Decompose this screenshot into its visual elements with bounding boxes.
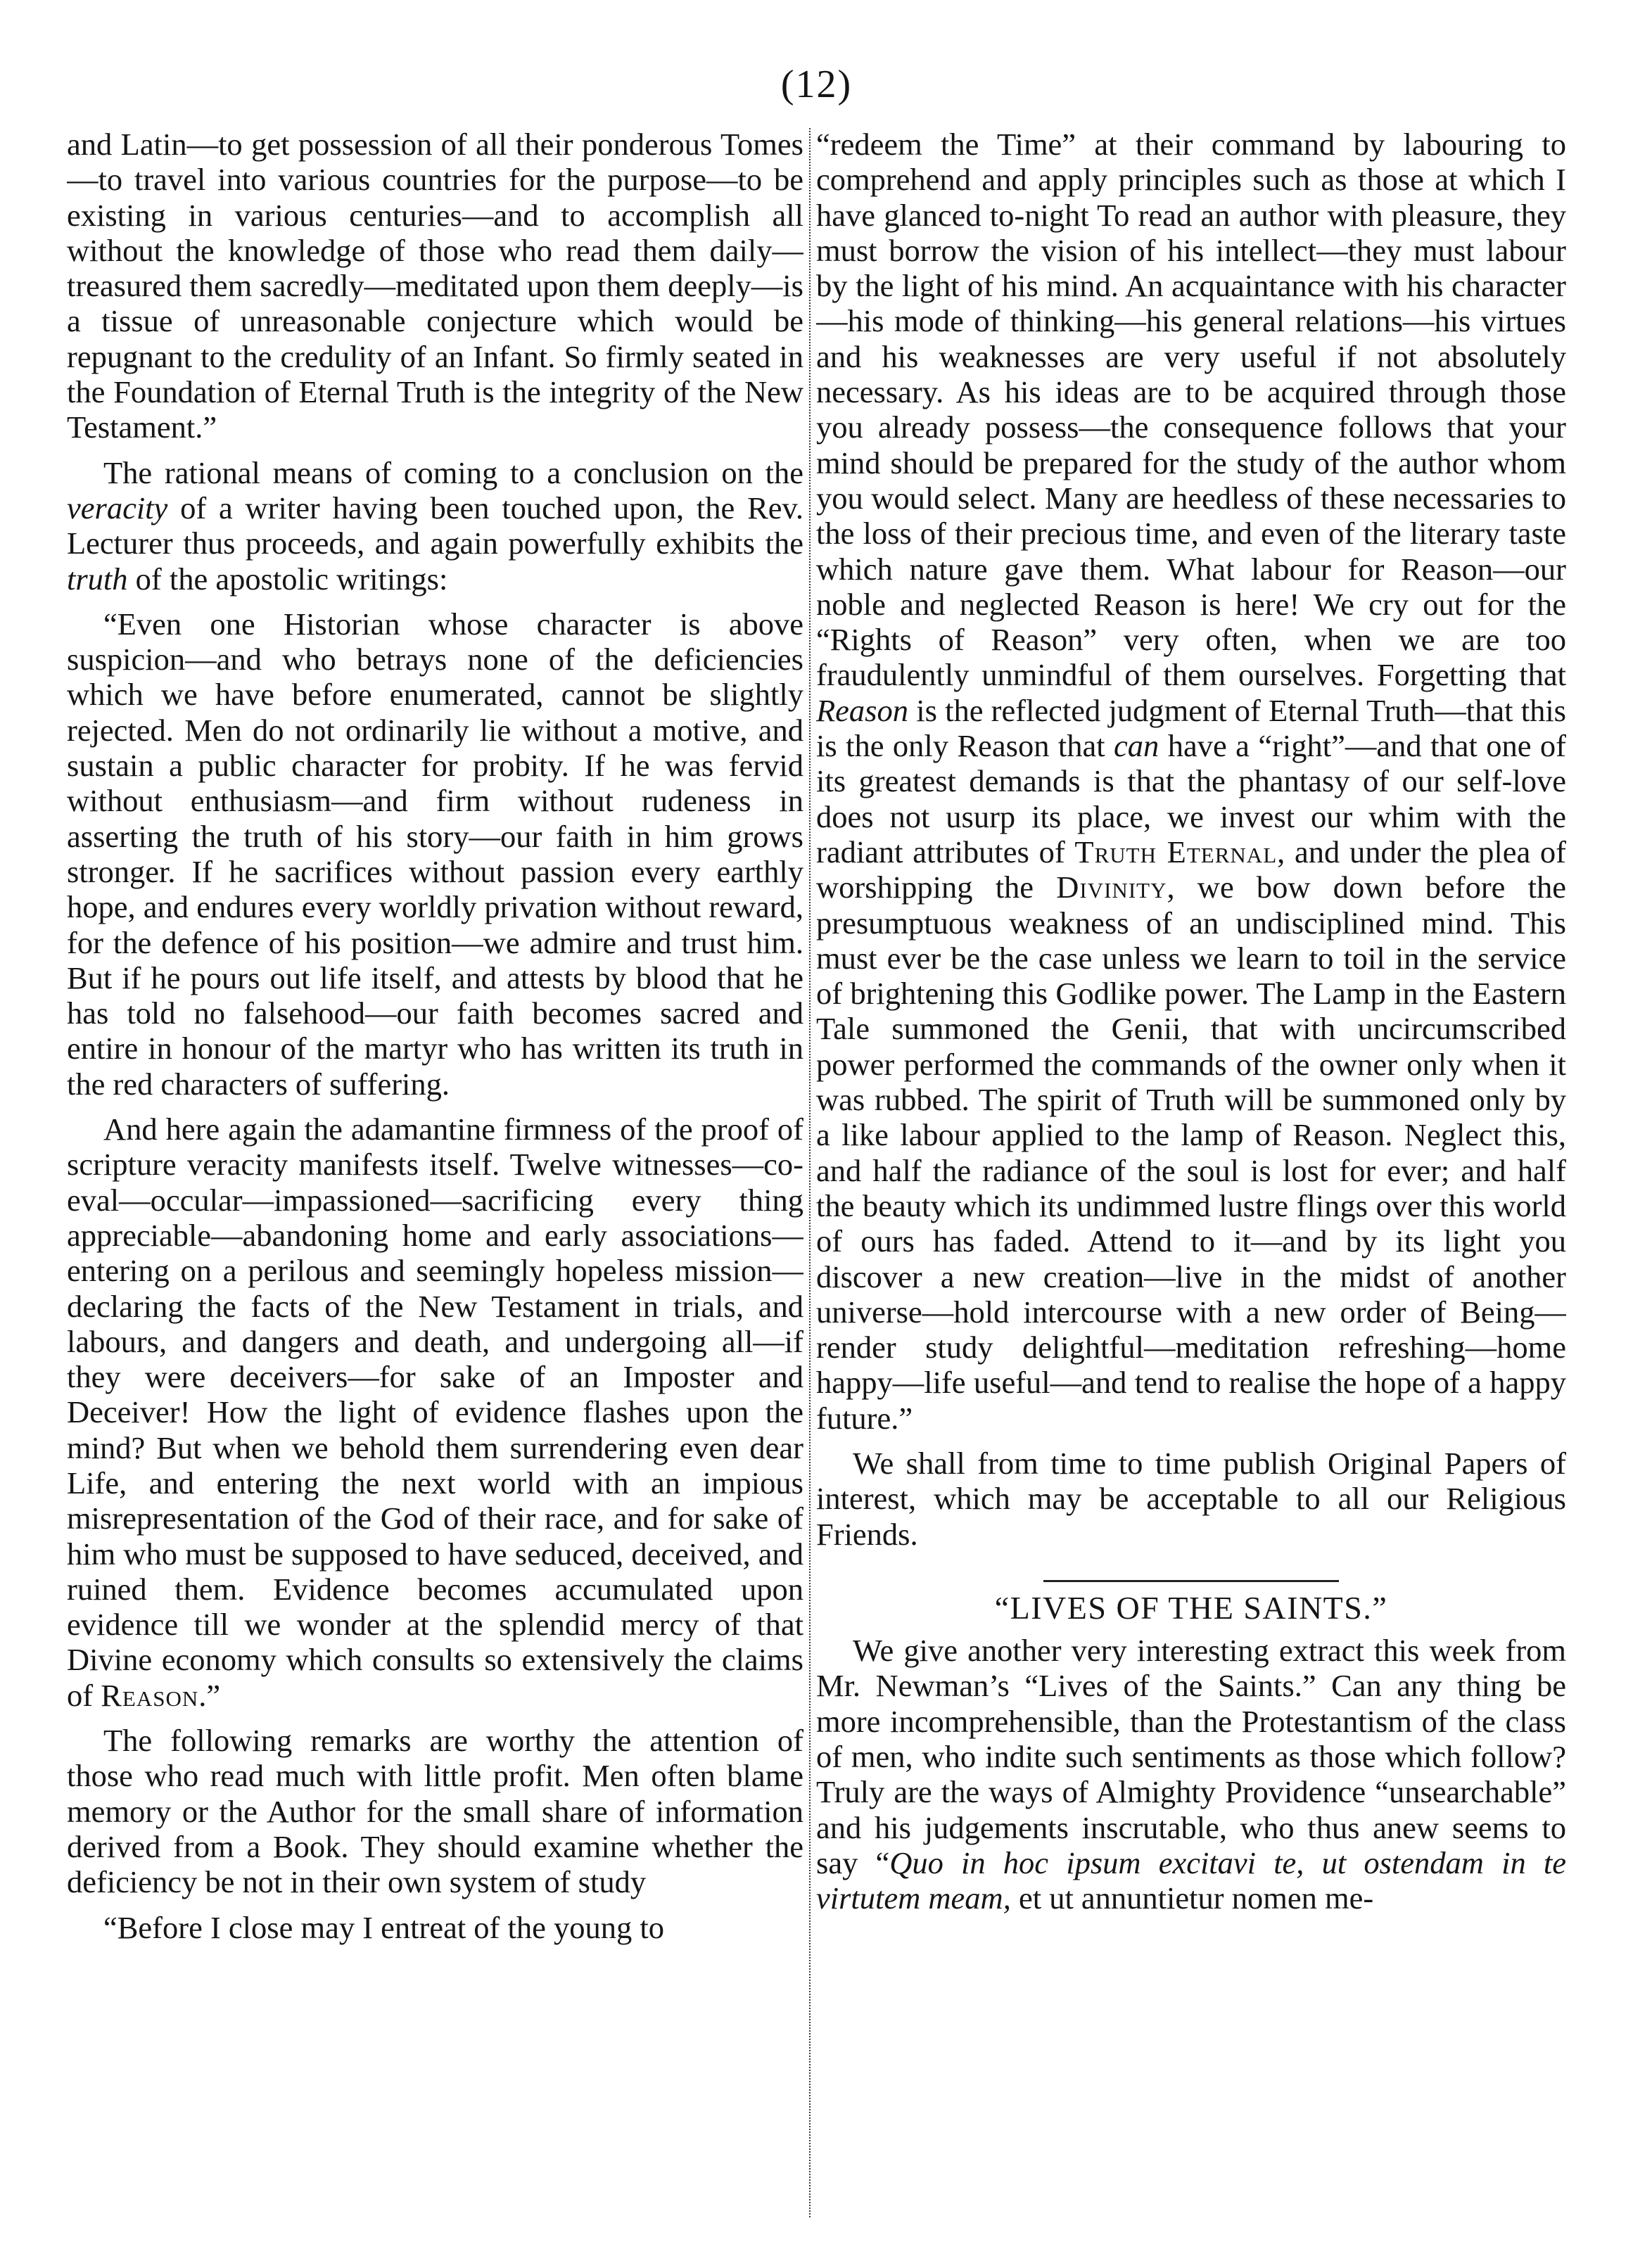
left-paragraph-historian-quote: “Even one Historian whose character is above suspicion—and who betrays none of the deficiencies which we have before enumerated, cannot be slightly rejected. Men do not ordinarily lie without a motive, and sustain a public character for probity. If he was fervid without enthusiasm—and firm without rudeness in asserting the truth of his story—our faith in him grows stronger. If he sacrifices without passion every earthly hope, and endures every worldly privation without reward, for the defence of his position—we admire and trust him. But if he pours out life itself, and attests by blood that he has told no falsehood—our faith becomes sacred and entire in honour of the martyr who has written its truth in the red characters of suffering. [67,606,803,1102]
left-paragraph-continued: and Latin—to get possession of all their ponderous Tomes—to travel into various countries for the purpose—to be existing in various centuries—and to accomplish all without the knowledge of those who read them daily—treasured them sacredly—meditated upon them deeply—is a tissue of unreasonable conjecture which would be repugnant to the credulity of an Infant. So firmly seated in the Foundation of Eternal Truth is the integrity of the New Testament.” [67,127,803,445]
emphasis-truth: truth [67,561,128,597]
small-caps-divinity: Divinity [1056,869,1167,905]
left-paragraph-veracity: The rational means of coming to a conclusion on the veracity of a writer having been touched upon, the Rev. Lecturer thus proceeds, and again powerfully exhibits the truth of the apostolic writings: [67,454,803,597]
left-column [67,127,803,2237]
page-number: (12) [780,63,853,106]
small-caps-reason: Reason [101,1677,199,1713]
right-paragraph-original-papers: We shall from time to time publish Original Papers of interest, which may be acceptable to all our Religious Friends. [816,1445,1566,1552]
emphasis-can: can [1114,728,1159,764]
section-rule [1043,1580,1339,1582]
section-heading-lives-of-saints: “LIVES OF THE SAINTS.” [994,1589,1388,1626]
left-paragraph-remarks: The following remarks are worthy the attention of those who read much with little profit. Men often blame memory or the Author for the small share of information derived from a Book. They should examine whether the deficiency be not in their own system of study [67,1723,803,1900]
right-paragraph-newman-extract: We give another very interesting extract this week from Mr. Newman’s “Lives of the Saints.” Can any thing be more incomprehensible, than the Protestantism of the class of men, who indite such sentiments as those which follow? Truly are the ways of Almighty Providence “unsearchable” and his judgements inscrutable, who thus anew seems to say “Quo in hoc ipsum excitavi te, ut ostendam in te virtutem meam, et ut annuntietur nomen me- [816,1633,1566,1916]
small-caps-truth-eternal: Truth Eternal [1074,834,1278,869]
left-paragraph-before-close: “Before I close may I entreat of the young to [103,1909,664,1945]
right-paragraph-redeem-time: “redeem the Time” at their command by labouring to comprehend and apply principles such as those at which I have glanced to-night To read an author with pleasure, they must borrow the vision of his intellect—they must labour by the light of his mind. An acquaintance with his character—his mode of thinking—his general relations—his virtues and his weaknesses are very useful if not absolutely necessary. As his ideas are to be acquired through those you already possess—the consequence follows that your mind should be prepared for the study of the author whom you would select. Many are heedless of these necessaries to the loss of their precious time, and even of the literary taste which nature gave them. What labour for Reason—our noble and neglected Reason is here! We cry out for the “Rights of Reason” very often, when we are too fraudulently unmindful of them ourselves. Forgetting that Reason is the reflected judgment of Eternal Truth—that this is the only Reason that can have a “right”—and that one of its greatest demands is that the phantasy of our self-love does not usurp its place, we invest our whim with the radiant attributes of Truth Eternal, and under the plea of worshipping the Divinity, we bow down before the presumptuous weakness of an undisciplined mind. This must ever be the case unless we learn to toil in the service of brightening this Godlike power. The Lamp in the Eastern Tale summoned the Genii, that with uncircumscribed power performed the commands of the owner only when it was rubbed. The spirit of Truth will be summoned only by a like labour applied to the lamp of Reason. Neglect this, and half the radiance of the soul is lost for ever; and half the beauty which its undimmed lustre flings over this world of ours has faded. Attend to it—and by its light you discover a new creation—live in the midst of another universe—hold intercourse with a new order of Being—render study delightful—meditation refreshing—home happy—life useful—and tend to realise the hope of a happy future.” [816,127,1566,1436]
emphasis-veracity: veracity [67,490,168,525]
right-column [816,127,1566,2237]
emphasis-reason: Reason [816,692,909,728]
left-paragraph-witnesses: And here again the adamantine firmness of the proof of scripture veracity manifests itself. Twelve witnesses—co-eval—occular—impassioned—sacrificing every thing appreciable—abandoning home and early associations—entering on a perilous and seemingly hopeless mission—declaring the facts of the New Testament in trials, and labours, and dangers and death, and undergoing all—if they were deceivers—for sake of an Imposter and Deceiver! How the light of evidence flashes upon the mind? But when we behold them surrendering even dear Life, and entering the next world with an impious misrepresentation of the God of their race, and for sake of him who must be supposed to have seduced, deceived, and ruined them. Evidence becomes accumulated upon evidence till we wonder at the splendid mercy of that Divine economy which consults so extensively the claims of Reason.” [67,1111,803,1713]
column-divider [809,128,811,2217]
latin-quote: Quo in hoc ipsum excitavi te, ut ostendam in te virtutem meam, [816,1845,1566,1916]
